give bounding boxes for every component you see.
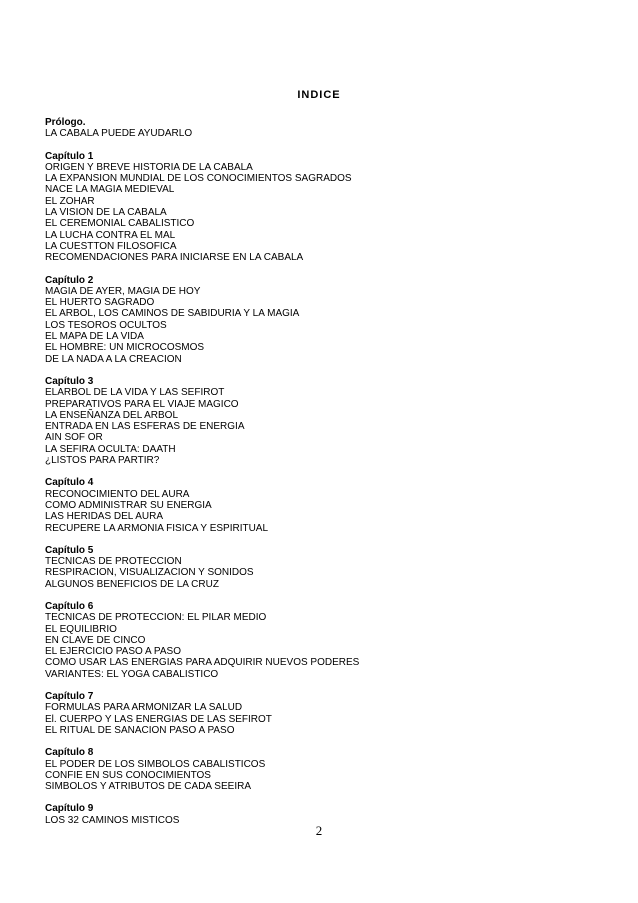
toc-entry: PREPARATIVOS PARA EL VIAJE MAGICO [45, 398, 239, 410]
table-of-contents [45, 117, 605, 837]
toc-entry: VARIANTES: EL YOGA CABALISTICO [45, 668, 219, 680]
toc-entry: ELARBOL DE LA VIDA Y LAS SEFIROT [45, 387, 225, 399]
section-heading: Capítulo 4 [45, 477, 94, 489]
toc-entry: SIMBOLOS Y ATRIBUTOS DE CADA SEEIRA [45, 781, 251, 793]
toc-entry: ENTRADA EN LAS ESFERAS DE ENERGIA [45, 421, 245, 433]
toc-entry: EL EQUILIBRIO [45, 623, 117, 635]
toc-section [45, 601, 605, 680]
toc-entry: RECUPERE LA ARMONIA FISICA Y ESPIRITUAL [45, 522, 269, 534]
toc-section [45, 376, 605, 466]
toc-entry: COMO ADMINISTRAR SU ENERGIA [45, 499, 212, 511]
toc-section [45, 117, 605, 140]
toc-entry: LA CUESTTON FILOSOFICA [45, 240, 177, 252]
section-heading: Capítulo 6 [45, 600, 94, 612]
toc-entry: LOS 32 CAMINOS MISTICOS [45, 814, 180, 826]
section-heading: Capítulo 1 [45, 150, 94, 162]
toc-entry: EL HUERTO SAGRADO [45, 297, 155, 309]
toc-entry: TECNICAS DE PROTECCION [45, 556, 182, 568]
section-heading: Capítulo 3 [45, 375, 94, 387]
toc-entry: AIN SOF OR [45, 432, 103, 444]
toc-entry: EL PODER DE LOS SIMBOLOS CABALISTICOS [45, 758, 266, 770]
toc-entry: COMO USAR LAS ENERGIAS PARA ADQUIRIR NUEVOS PODERES [45, 657, 360, 669]
toc-section [45, 545, 605, 590]
toc-entry: EL RITUAL DE SANACION PASO A PASO [45, 724, 235, 736]
toc-entry: EL ZOHAR [45, 195, 95, 207]
toc-section [45, 275, 605, 365]
section-heading: Capítulo 5 [45, 544, 94, 556]
toc-entry: TECNICAS DE PROTECCION: EL PILAR MEDIO [45, 612, 267, 624]
toc-entry: El. CUERPO Y LAS ENERGIAS DE LAS SEFIROT [45, 713, 272, 725]
toc-entry: LA EXPANSION MUNDIAL DE LOS CONOCIMIENTOS SAGRADOS [45, 173, 352, 185]
toc-entry: EL EJERCICIO PASO A PASO [45, 646, 181, 658]
toc-entry: ¿LISTOS PARA PARTIR? [45, 455, 160, 467]
toc-entry: CONFIE EN SUS CONOCIMIENTOS [45, 769, 211, 781]
toc-entry: LA SEFIRA OCULTA: DAATH [45, 443, 176, 455]
index-title: INDICE [297, 89, 341, 101]
toc-entry: NACE LA MAGIA MEDIEVAL [45, 184, 175, 196]
section-heading: Capítulo 8 [45, 747, 94, 759]
toc-entry: LA CABALA PUEDE AYUDARLO [45, 128, 193, 140]
toc-entry: FORMULAS PARA ARMONIZAR LA SALUD [45, 702, 243, 714]
toc-entry: EN CLAVE DE CINCO [45, 634, 146, 646]
section-heading: Prólogo. [45, 117, 86, 128]
toc-entry: EL MAPA DE LA VIDA [45, 331, 144, 343]
toc-entry: LA LUCHA CONTRA EL MAL [45, 229, 176, 241]
toc-entry: LAS HERIDAS DEL AURA [45, 511, 164, 523]
toc-entry: LA VISION DE LA CABALA [45, 207, 167, 219]
toc-entry: EL HOMBRE: UN MICROCOSMOS [45, 342, 205, 354]
toc-entry: RECOMENDACIONES PARA INICIARSE EN LA CABALA [45, 252, 304, 264]
toc-section [45, 477, 605, 533]
toc-entry: DE LA NADA A LA CREACION [45, 353, 182, 365]
toc-entry: EL CEREMONIAL CABALISTICO [45, 218, 195, 230]
toc-entry: LA ENSEÑANZA DEL ARBOL [45, 409, 179, 421]
toc-section [45, 151, 605, 264]
toc-entry: RECONOCIMIENTO DEL AURA [45, 488, 190, 500]
section-heading: Capítulo 7 [45, 691, 94, 703]
toc-entry: ORIGEN Y BREVE HISTORIA DE LA CABALA [45, 161, 253, 173]
section-heading: Capítulo 2 [45, 274, 94, 286]
page-number: 2 [315, 823, 323, 838]
toc-section [45, 747, 605, 792]
toc-entry: EL ARBOL, LOS CAMINOS DE SABIDURIA Y LA MAGIA [45, 308, 300, 320]
toc-entry: RESPIRACION, VISUALIZACION Y SONIDOS [45, 567, 254, 579]
section-heading: Capítulo 9 [45, 803, 94, 815]
toc-entry: ALGUNOS BENEFICIOS DE LA CRUZ [45, 578, 219, 590]
toc-entry: LOS TESOROS OCULTOS [45, 319, 167, 331]
toc-section [45, 691, 605, 736]
toc-entry: MAGIA DE AYER, MAGIA DE HOY [45, 285, 201, 297]
